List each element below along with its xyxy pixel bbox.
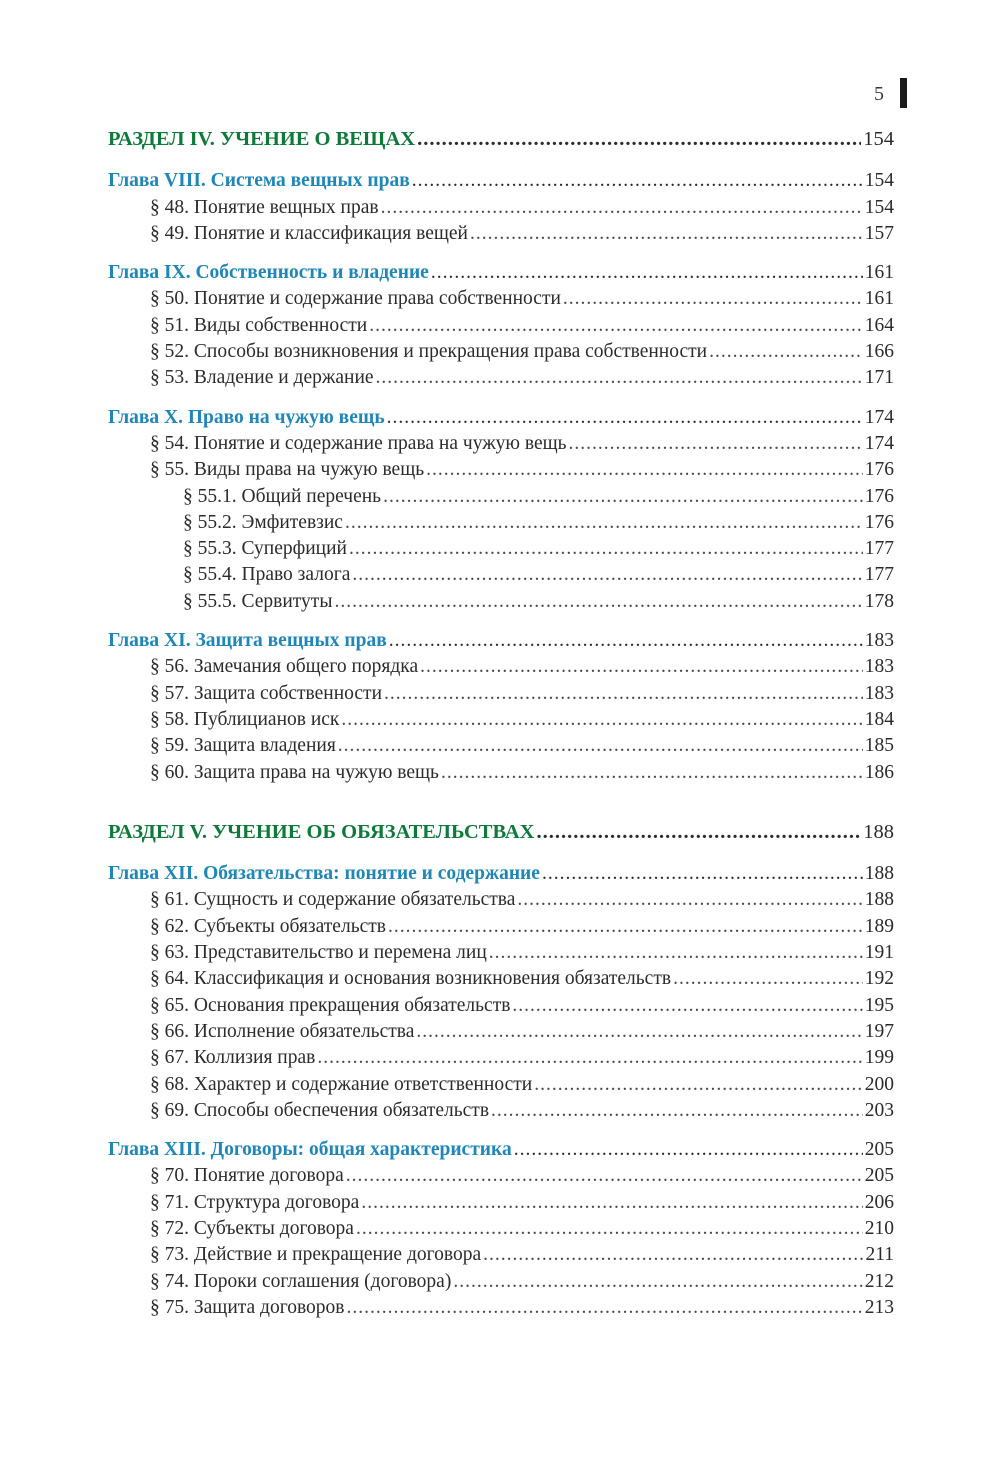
dot-leader [412,168,863,194]
toc-entry-label: § 72. Субъекты договора [150,1217,354,1239]
toc-entry-label: § 57. Защита собственности [150,682,383,704]
toc-entry-section [108,126,894,152]
dot-leader [517,887,862,913]
dot-leader [376,365,863,391]
toc-entry-para [108,1242,894,1268]
dot-leader [483,1242,863,1268]
toc-entry-page-number: 212 [864,1270,894,1292]
dot-leader [420,654,863,680]
toc-entry-page-number: 205 [864,1139,894,1161]
dot-leader [346,1163,863,1189]
toc-entry-label: § 69. Способы обеспечения обязательств [150,1099,490,1121]
toc-entry-chapter [108,1137,894,1163]
toc-entry-chapter [108,861,894,887]
toc-entry-label: § 48. Понятие вещных прав [150,196,379,218]
toc-entry-page-number: 157 [864,222,894,244]
dot-leader [388,914,863,940]
toc-entry-page-number: 206 [864,1191,894,1213]
toc-entry-label: § 65. Основания прекращения обязательств [150,994,511,1016]
toc-entry-label: § 70. Понятие договора [150,1165,344,1187]
toc-entry-para [108,1295,894,1321]
toc-entry-label: § 74. Пороки соглашения (договора) [150,1270,452,1292]
toc-entry-page-number: 184 [864,708,894,730]
dot-leader [317,1045,862,1071]
dot-leader [542,861,863,887]
toc-entry-page-number: 164 [864,314,894,336]
toc-entry-para [108,365,894,391]
toc-entry-page-number: 183 [864,630,894,652]
toc-entry-label: § 49. Понятие и классификация вещей [150,222,468,244]
toc-entry-label: § 63. Представительство и перемена лиц [150,942,487,964]
toc-entry-para [108,286,894,312]
toc-entry-sub [108,589,894,615]
toc-entry-page-number: 177 [864,538,894,560]
toc-entry-page-number: 195 [864,994,894,1016]
toc-entry-page-number: 197 [864,1020,894,1042]
toc-entry-label: РАЗДЕЛ V. УЧЕНИЕ ОБ ОБЯЗАТЕЛЬСТВАХ [108,820,535,843]
toc-entry-para [108,760,894,786]
dot-leader [345,510,863,536]
toc-entry-sub [108,510,894,536]
dot-leader [387,405,863,431]
page-marker-bar [900,78,907,108]
toc-entry-label: § 58. Публицианов иск [150,708,340,730]
toc-entry-page-number: 176 [864,511,894,533]
toc-entry-para [108,339,894,365]
toc-entry-para [108,1019,894,1045]
table-of-contents [108,126,894,1321]
toc-entry-label: § 55.2. Эмфитевзис [183,511,343,533]
page-number: 5 [874,83,884,105]
toc-entry-page-number: 200 [864,1073,894,1095]
dot-leader [563,286,863,312]
toc-entry-page-number: 188 [864,863,894,885]
toc-entry-para [108,221,894,247]
dot-leader [441,760,863,786]
toc-entry-label: § 55.1. Общий перечень [183,485,382,507]
toc-entry-para [108,1190,894,1216]
dot-leader [417,126,861,152]
toc-entry-label: Глава XIII. Договоры: общая характеристика [108,1139,512,1161]
toc-entry-para [108,940,894,966]
dot-leader [569,431,863,457]
toc-entry-para [108,681,894,707]
toc-entry-chapter [108,260,894,286]
dot-leader [349,536,863,562]
toc-entry-label: § 55. Виды права на чужую вещь [150,459,425,481]
toc-entry-section [108,819,894,845]
toc-entry-page-number: 189 [864,915,894,937]
dot-leader [512,993,862,1019]
dot-leader [534,1072,863,1098]
toc-entry-page-number: 177 [864,564,894,586]
toc-entry-para [108,457,894,483]
dot-leader [709,339,863,365]
toc-entry-page-number: 191 [864,942,894,964]
dot-leader [426,457,863,483]
toc-entry-label: § 54. Понятие и содержание права на чужую вещь [150,432,567,454]
toc-entry-page-number: 203 [864,1099,894,1121]
toc-entry-page-number: 186 [864,761,894,783]
dot-leader [381,195,863,221]
dot-leader [453,1269,862,1295]
dot-leader [383,484,863,510]
toc-entry-label: § 52. Способы возникновения и прекращения права собственности [150,341,708,363]
toc-entry-label: § 66. Исполнение обязательства [150,1020,415,1042]
toc-entry-page-number: 154 [864,170,894,192]
toc-entry-label: § 73. Действие и прекращение договора [150,1244,482,1266]
toc-entry-label: Глава XI. Защита вещных прав [108,630,387,652]
toc-entry-para [108,1269,894,1295]
toc-entry-para [108,887,894,913]
dot-leader [491,1098,863,1124]
dot-leader [347,1295,863,1321]
toc-entry-para [108,1098,894,1124]
toc-entry-page-number: 199 [864,1047,894,1069]
toc-entry-label: § 62. Субъекты обязательств [150,915,386,937]
toc-entry-label: Глава XII. Обязательства: понятие и содержание [108,863,540,885]
toc-entry-sub [108,562,894,588]
toc-entry-sub [108,484,894,510]
toc-entry-label: § 53. Владение и держание [150,367,374,389]
toc-entry-label: § 50. Понятие и содержание права собственности [150,288,561,310]
toc-entry-label: РАЗДЕЛ IV. УЧЕНИЕ О ВЕЩАХ [108,128,416,150]
toc-entry-label: Глава IX. Собственность и владение [108,262,429,284]
dot-leader [416,1019,862,1045]
toc-entry-label: § 67. Коллизия прав [150,1047,316,1069]
toc-entry-page-number: 185 [864,735,894,757]
toc-entry-page-number: 154 [864,196,894,218]
toc-entry-label: § 71. Структура договора [150,1191,360,1213]
dot-leader [431,260,863,286]
dot-leader [369,313,863,339]
toc-entry-para [108,1072,894,1098]
toc-entry-page-number: 174 [864,432,894,454]
toc-entry-page-number: 188 [864,889,894,911]
toc-entry-label: § 55.5. Сервитуты [183,590,333,612]
toc-entry-para [108,1216,894,1242]
toc-entry-label: Глава X. Право на чужую вещь [108,406,385,428]
toc-entry-para [108,966,894,992]
toc-entry-label: Глава VIII. Система вещных прав [108,170,410,192]
toc-entry-page-number: 171 [864,367,894,389]
toc-entry-label: § 55.3. Суперфиций [183,538,347,560]
toc-entry-label: § 59. Защита владения [150,735,336,757]
toc-entry-page-number: 176 [864,485,894,507]
dot-leader [673,966,863,992]
dot-leader [338,733,863,759]
toc-entry-page-number: 210 [864,1217,894,1239]
dot-leader [361,1190,862,1216]
toc-entry-label: § 75. Защита договоров [150,1296,345,1318]
dot-leader [389,628,863,654]
toc-entry-para [108,654,894,680]
toc-entry-page-number: 174 [864,406,894,428]
toc-entry-para [108,1163,894,1189]
toc-entry-chapter [108,405,894,431]
toc-entry-page-number: 192 [864,968,894,990]
toc-entry-page-number: 205 [864,1165,894,1187]
dot-leader [470,221,863,247]
toc-entry-para [108,733,894,759]
toc-entry-label: § 60. Защита права на чужую вещь [150,761,439,783]
dot-leader [356,1216,863,1242]
dot-leader [514,1137,863,1163]
toc-entry-page-number: 183 [864,682,894,704]
dot-leader [334,589,862,615]
toc-entry-page-number: 178 [864,590,894,612]
toc-entry-page-number: 176 [864,459,894,481]
toc-entry-page-number: 161 [864,288,894,310]
toc-entry-label: § 55.4. Право залога [183,564,351,586]
toc-entry-label: § 51. Виды собственности [150,314,368,336]
toc-entry-page-number: 161 [864,262,894,284]
toc-entry-page-number: 188 [863,820,894,843]
dot-leader [352,562,862,588]
toc-entry-chapter [108,628,894,654]
toc-entry-page-number: 166 [864,341,894,363]
toc-entry-para [108,914,894,940]
toc-entry-para [108,1045,894,1071]
toc-entry-label: § 61. Сущность и содержание обязательства [150,889,516,911]
toc-entry-label: § 68. Характер и содержание ответственности [150,1073,533,1095]
toc-entry-para [108,431,894,457]
toc-entry-page-number: 211 [865,1244,894,1266]
toc-entry-page-number: 154 [863,128,894,150]
toc-entry-para [108,313,894,339]
toc-entry-label: § 56. Замечания общего порядка [150,656,419,678]
dot-leader [536,819,861,845]
dot-leader [384,681,863,707]
dot-leader [489,940,863,966]
toc-entry-label: § 64. Классификация и основания возникновения обязательств [150,968,672,990]
toc-entry-sub [108,536,894,562]
toc-entry-para [108,993,894,1019]
dot-leader [341,707,862,733]
toc-entry-para [108,195,894,221]
toc-entry-page-number: 213 [864,1296,894,1318]
toc-entry-page-number: 183 [864,656,894,678]
toc-entry-para [108,707,894,733]
toc-entry-chapter [108,168,894,194]
